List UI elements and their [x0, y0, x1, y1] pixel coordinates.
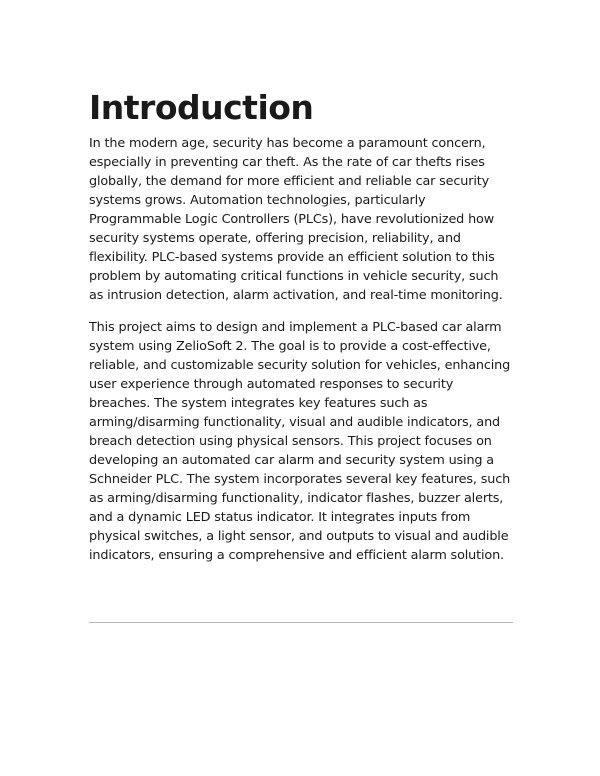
paragraph-2: This project aims to design and implement a PLC-based car alarm system using ZelioSoft 2. The goal is to provide a cost-effective, reliable, and customizable security solution for vehicles, enhancing user experience through automated responses to security breaches. The system integrates key features such as arming/disarming functionality, visual and audible indicators, and breach detection using physical sensors. This project focuses on developing an automated car alarm and security system using a Schneider PLC. The system incorporates several key features, such as arming/disarming functionality, indicator flashes, buzzer alerts, and a dynamic LED status indicator. It integrates inputs from physical switches, a light sensor, and outputs to visual and audible indicators, ensuring a comprehensive and efficient alarm solution.: [89, 320, 511, 563]
paragraph-1: In the modern age, security has become a paramount concern, especially in preventing car theft. As the rate of car thefts rises globally, the demand for more efficient and reliable car security systems grows. Automation technologies, particularly Programmable Logic Controllers (PLCs), have revolutionized how security systems operate, offering precision, reliability, and flexibility. PLC-based systems provide an efficient solution to this problem by automating critical functions in vehicle security, such as intrusion detection, alarm activation, and real-time monitoring.: [89, 136, 503, 303]
section-heading: Introduction: [89, 88, 314, 127]
document-body: [89, 86, 513, 578]
horizontal-rule: [89, 622, 513, 623]
